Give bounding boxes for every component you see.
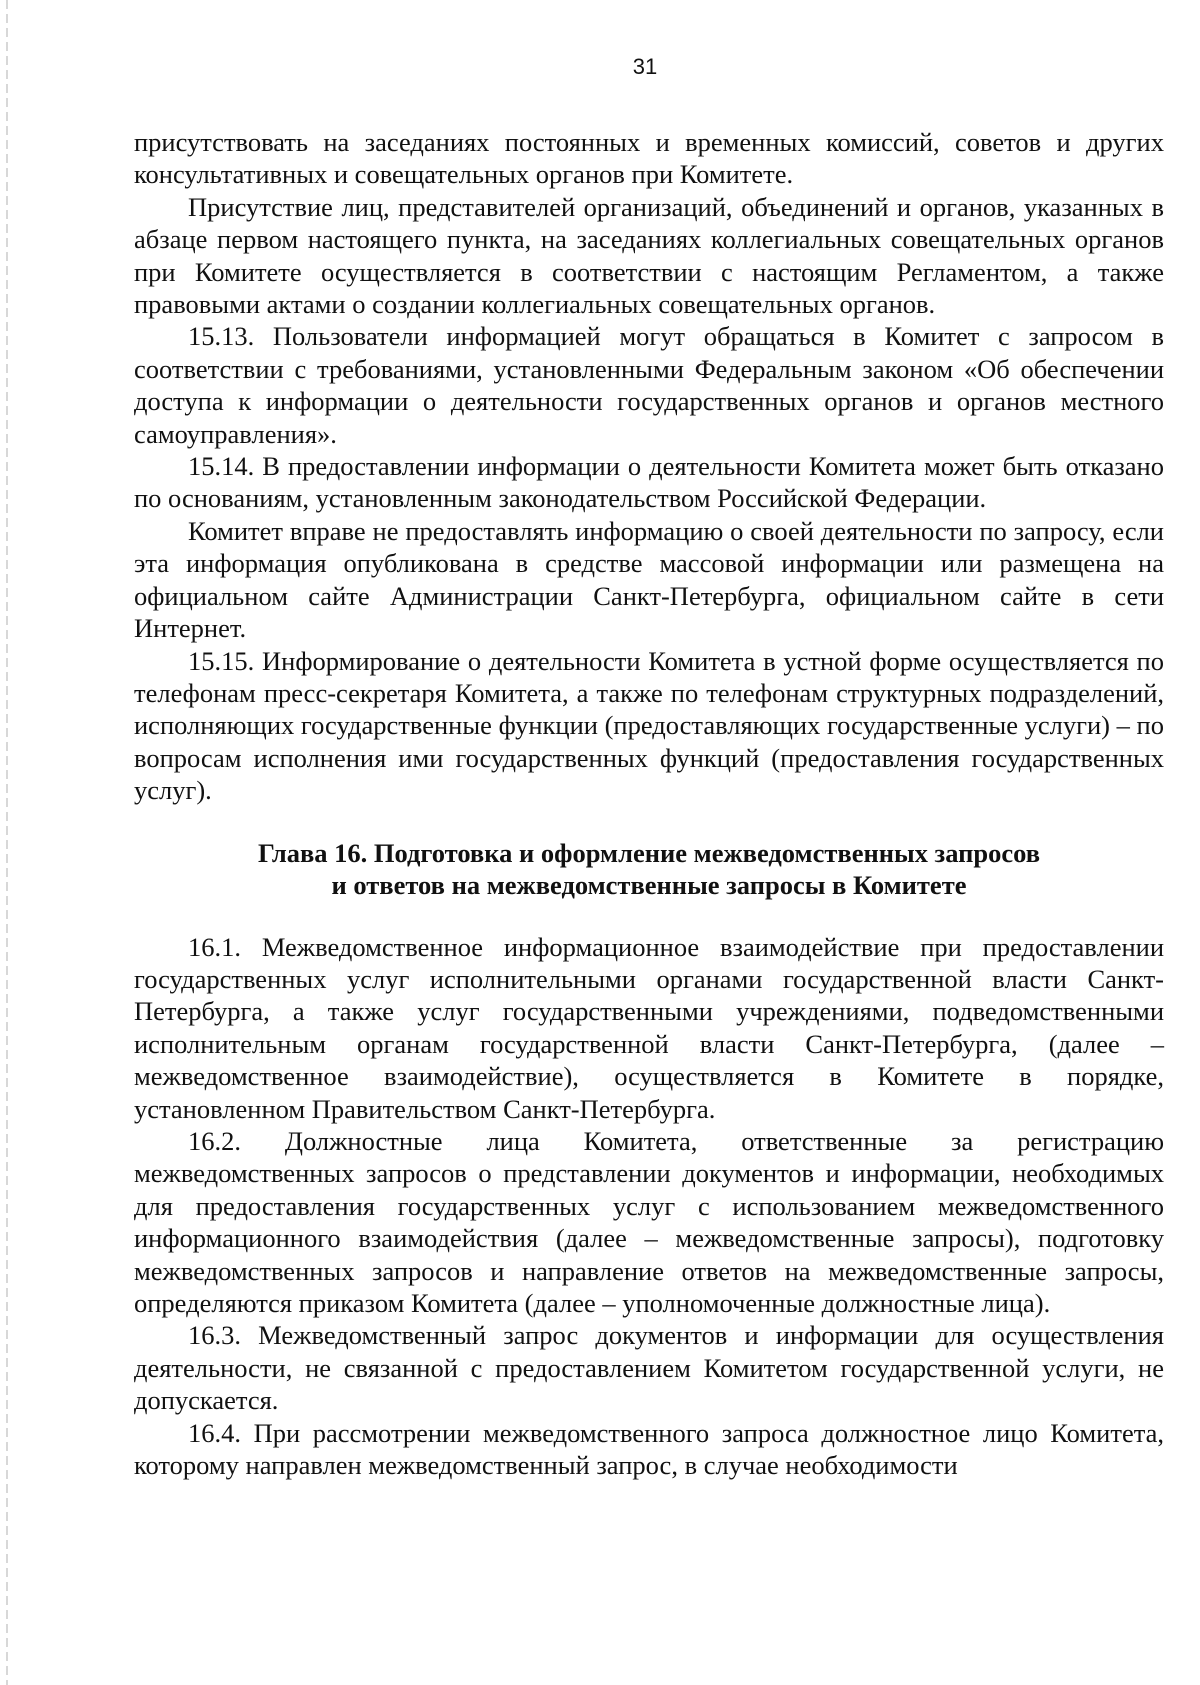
chapter-heading-line-2: и ответов на межведомственные запросы в Комитете [331, 869, 967, 900]
paragraph-16-1: 16.1. Межведомственное информационное взаимодействие при предоставлении государственных услуг исполнительными органами государственной власти Санкт-Петербурга, а также услуг государственными учреждениями, подведомственными исполнительным органам государственной власти Санкт-Петербурга, (далее – межведомственное взаимодействие), осуществляется в Комитете в порядке, установленном Правительством Санкт-Петербурга. [134, 931, 1164, 1124]
paragraph-16-3: 16.3. Межведомственный запрос документов и информации для осуществления деятельности, не связанной с предоставлением Комитетом государственной услуги, не допускается. [134, 1320, 1164, 1416]
paragraph: присутствовать на заседаниях постоянных и временных комиссий, советов и других консультативных и совещательных органов при Комитете. [134, 127, 1164, 190]
paragraph-15-15: 15.15. Информирование о деятельности Комитета в устной форме осуществляется по телефонам пресс-секретаря Комитета, а также по телефонам структурных подразделений, исполняющих государственные функции (предоставляющих государственные услуги) – по вопросам исполнения ими государственных функций (предоставления государственных услуг). [134, 645, 1164, 806]
scan-edge-decoration [6, 0, 8, 1685]
chapter-heading-line-1: Глава 16. Подготовка и оформление межведомственных запросов [257, 837, 1041, 868]
paragraph-15-14: 15.14. В предоставлении информации о деятельности Комитета может быть отказано по основаниям, установленным законодательством Российской Федерации. [134, 451, 1164, 514]
paragraph-16-4: 16.4. При рассмотрении межведомственного запроса должностное лицо Комитета, которому направлен межведомственный запрос, в случае необходимости [134, 1417, 1164, 1481]
paragraph-16-2: 16.2. Должностные лица Комитета, ответственные за регистрацию межведомственных запросов о представлении документов и информации, необходимых для предоставления государственных услуг с использованием межведомственного информационного взаимодействия (далее – межведомственные запросы), подготовку межведомственных запросов и направление ответов на межведомственные запросы, определяются приказом Комитета (далее – уполномоченные должностные лица). [134, 1125, 1164, 1318]
page-number: 31 [632, 54, 658, 79]
chapter-heading [134, 837, 1164, 901]
paragraph: Присутствие лиц, представителей организаций, объединений и органов, указанных в абзаце первом настоящего пункта, на заседаниях коллегиальных совещательных органов при Комитете осуществляется в соответствии с настоящим Регламентом, а также правовыми актами о создании коллегиальных совещательных органов. [134, 191, 1164, 320]
paragraph-15-13: 15.13. Пользователи информацией могут обращаться в Комитет с запросом в соответствии с требованиями, установленными Федеральным законом «Об обеспечении доступа к информации о деятельности государственных органов и органов местного самоуправления». [134, 321, 1164, 449]
paragraph: Комитет вправе не предоставлять информацию о своей деятельности по запросу, если эта информация опубликована в средстве массовой информации или размещена на официальном сайте Администрации Санкт-Петербурга, официальном сайте в сети Интернет. [134, 515, 1164, 644]
document-body [134, 126, 1164, 1481]
